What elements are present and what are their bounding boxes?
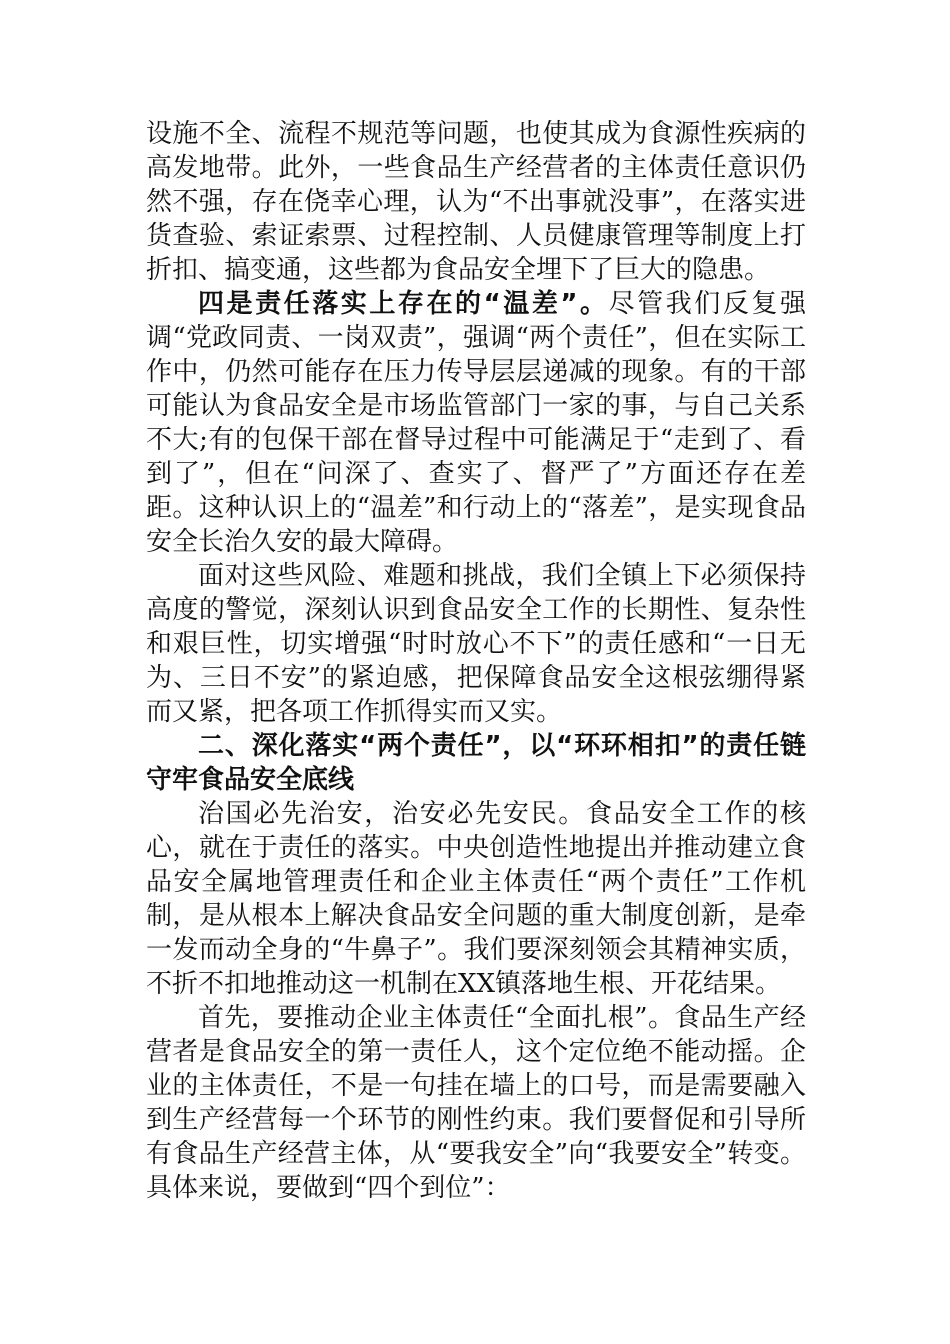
- document-page: [146, 117, 806, 1205]
- paragraph-lead-bold: 四是责任落实上存在的“温差”。: [198, 289, 609, 319]
- paragraph-vigilance: 面对这些风险、难题和挑战，我们全镇上下必须保持高度的警觉，深刻认识到食品安全工作的长期性、复杂性和艰巨性，切实增强“时时放心不下”的责任感和“一日无为、三日不安”的紧迫感，把保障食品安全这根弦绷得紧而又紧，把各项工作抓得实而又实。: [146, 561, 806, 727]
- paragraph-enterprise-responsibility: 首先，要推动企业主体责任“全面扎根”。食品生产经营者是食品安全的第一责任人，这个定位绝不能动摇。企业的主体责任，不是一句挂在墙上的口号，而是需要融入到生产经营每一个环节的刚性约束。我们要督促和引导所有食品生产经营主体，从“要我安全”向“我要安全”转变。具体来说，要做到“四个到位”：: [146, 1003, 806, 1203]
- paragraph-two-responsibilities: 治国必先治安，治安必先安民。食品安全工作的核心，就在于责任的落实。中央创造性地提出并推动建立食品安全属地管理责任和企业主体责任“两个责任”工作机制，是从根本上解决食品安全问题的重大制度创新，是牵一发而动全身的“牛鼻子”。我们要深刻领会其精神实质，不折不扣地推动这一机制在XX镇落地生根、开花结果。: [146, 799, 806, 999]
- paragraph-facilities-risk: 设施不全、流程不规范等问题，也使其成为食源性疾病的高发地带。此外，一些食品生产经营者的主体责任意识仍然不强，存在侥幸心理，认为“不出事就没事”，在落实进货查验、索证索票、过程控制、人员健康管理等制度上打折扣、搞变通，这些都为食品安全埋下了巨大的隐患。: [146, 119, 806, 285]
- paragraph-responsibility-gap: [146, 287, 806, 559]
- paragraph-body: 尽管我们反复强调“党政同责、一岗双责”，强调“两个责任”，但在实际工作中，仍然可能存在压力传导层层递减的现象。有的干部可能认为食品安全是市场监管部门一家的事，与自己关系不大;有的包保干部在督导过程中可能满足于“走到了、看到了”，但在“问深了、查实了、督严了”方面还存在差距。这种认识上的“温差”和行动上的“落差”，是实现食品安全长治久安的最大障碍。: [146, 289, 806, 557]
- section-heading-two: 二、深化落实“两个责任”，以“环环相扣”的责任链守牢食品安全底线: [146, 731, 806, 795]
